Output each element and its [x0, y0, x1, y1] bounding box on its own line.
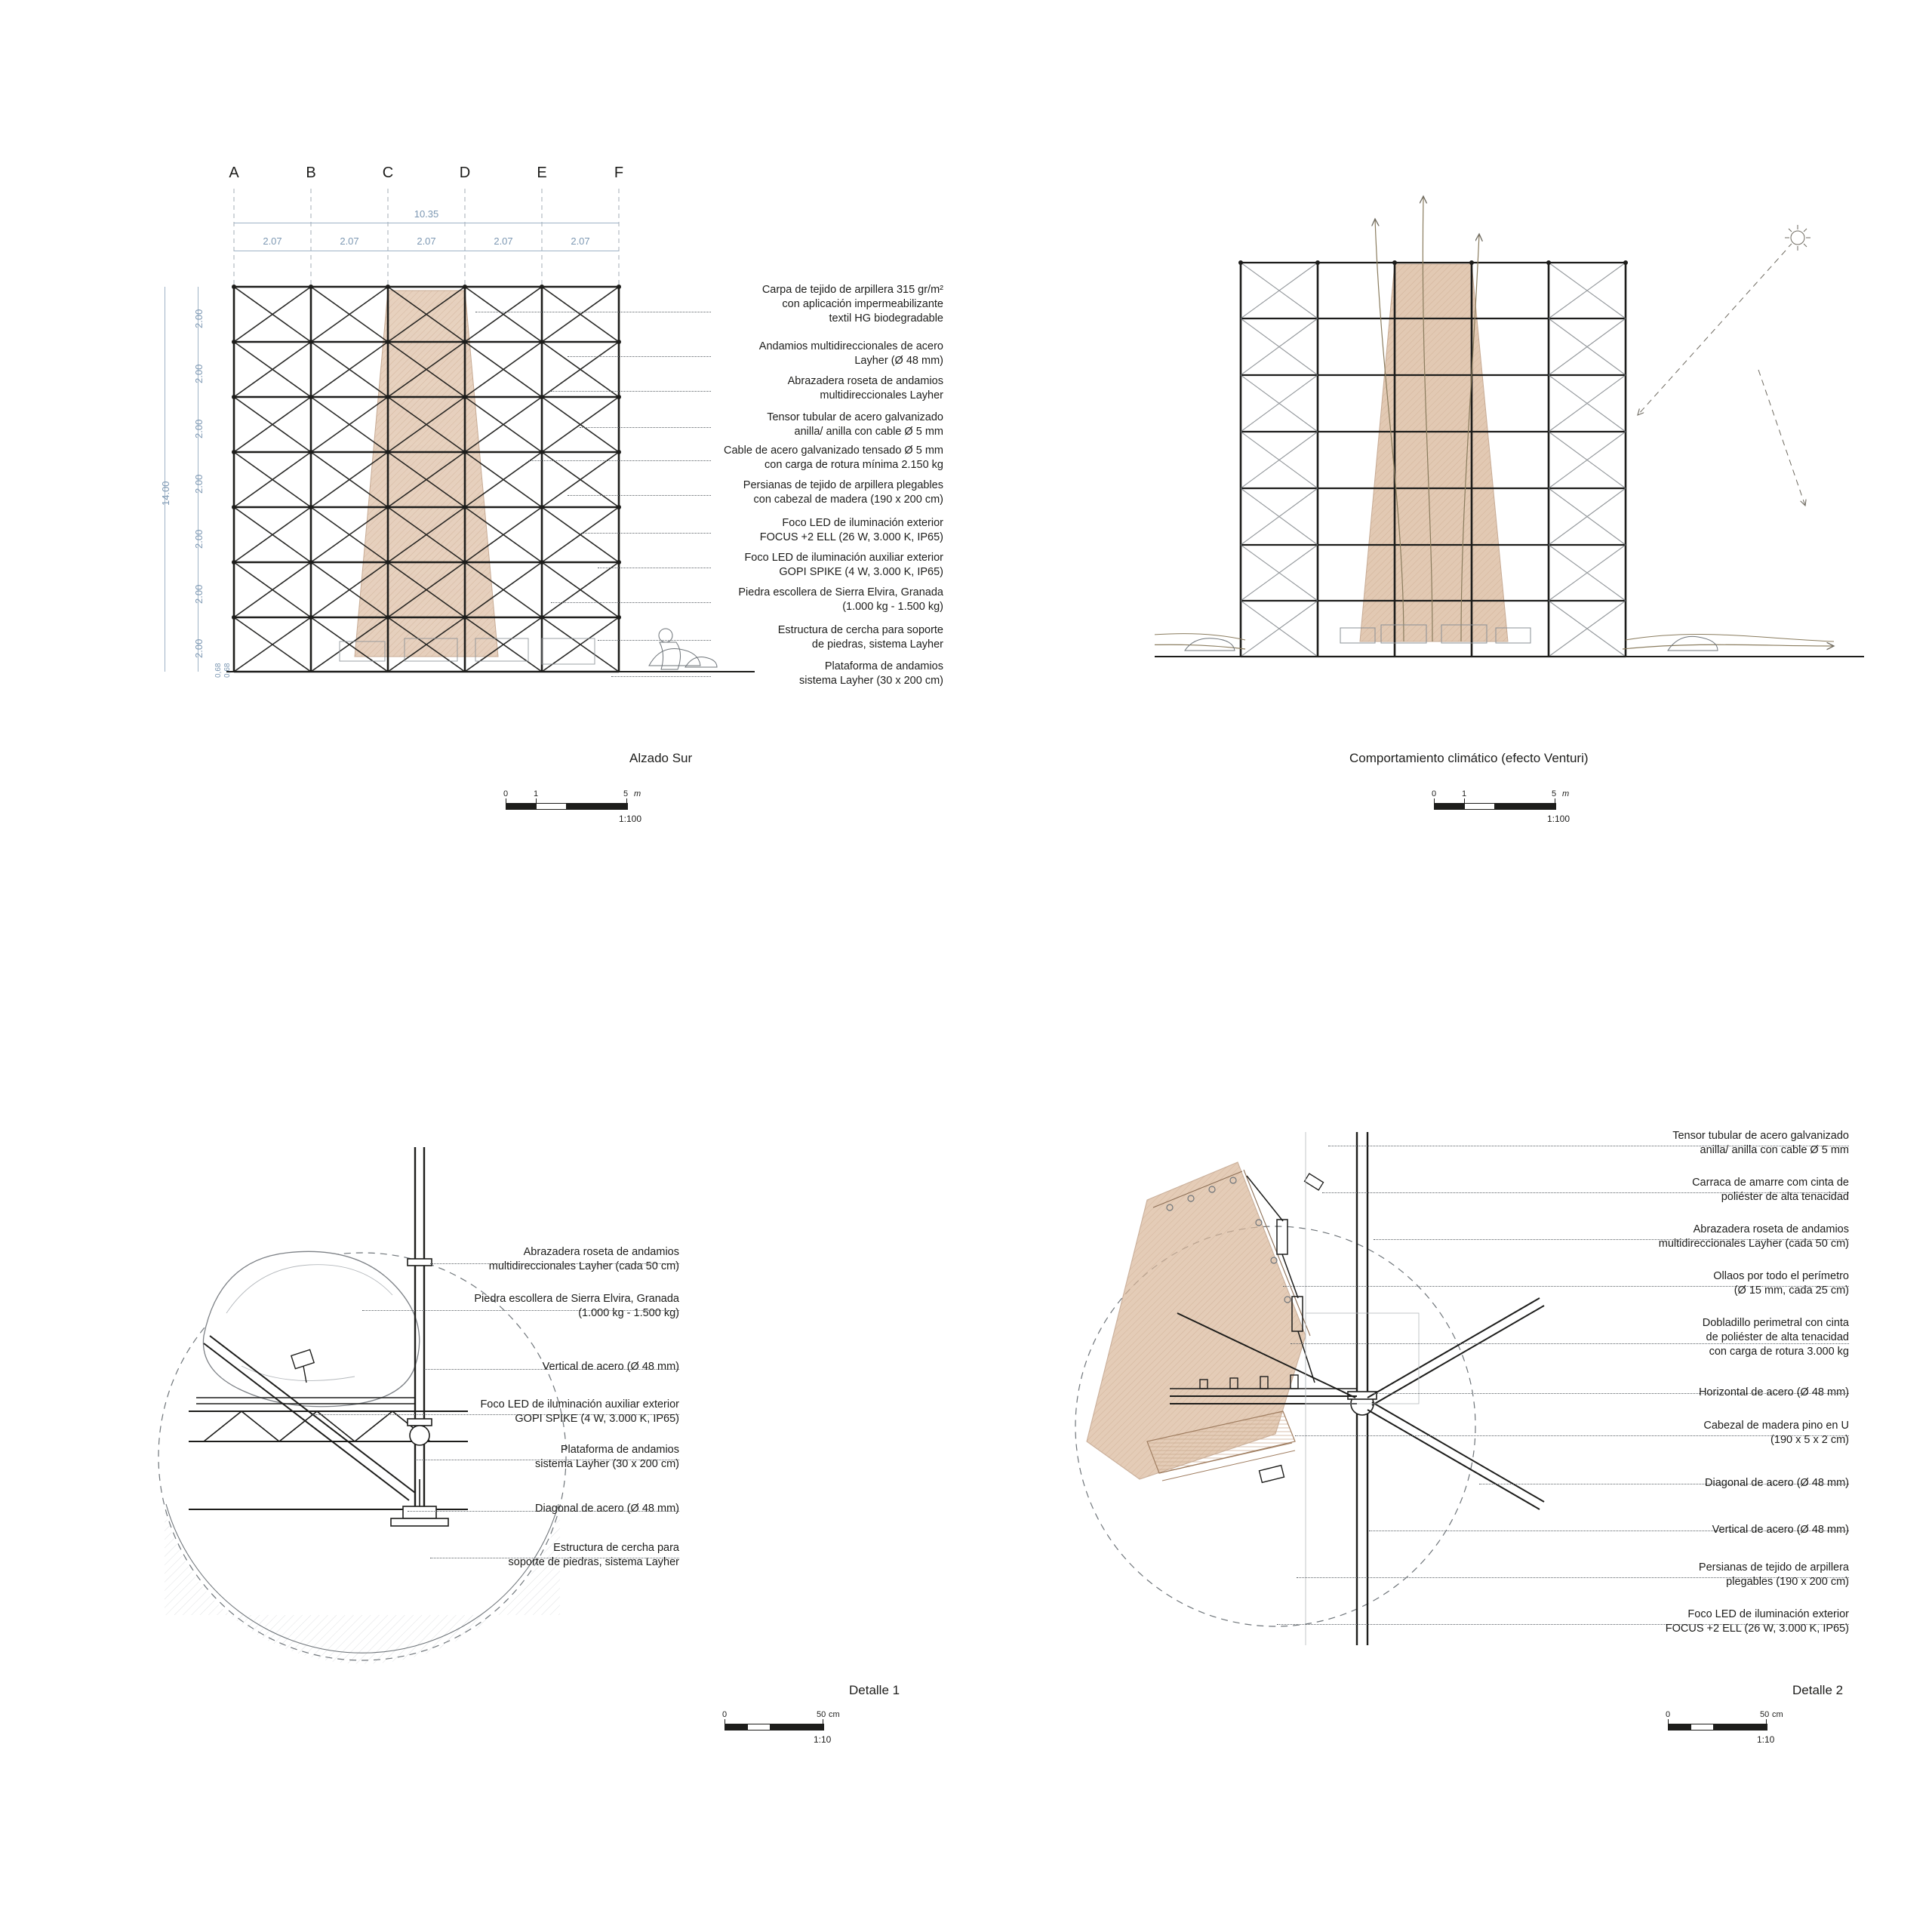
note-detail1-5: Plataforma de andamios sistema Layher (30 x 200 cm): [535, 1444, 679, 1471]
dim-bay-1: 2.07: [263, 235, 282, 247]
dim-level-2: 2.00: [193, 364, 205, 383]
panel-detail-2: [1057, 1087, 1902, 1811]
scalebar-climate-ratio: 1:100: [1547, 814, 1571, 824]
note-elevation-6: Persianas de tejido de arpillera plegables con cabezal de madera (190 x 200 cm): [743, 479, 943, 506]
dim-level-7: 2.00: [193, 638, 205, 658]
panel-elevation: [160, 165, 966, 1019]
dim-bay-5: 2.07: [571, 235, 590, 247]
leader-11: [611, 676, 711, 677]
grid-letter-F: F: [614, 165, 624, 181]
leader-9: [551, 602, 711, 603]
note-detail2-11: Foco LED de iluminación exterior FOCUS +2 ELL (26 W, 3.000 K, IP65): [1665, 1608, 1849, 1635]
dim-bay-4: 2.07: [494, 235, 513, 247]
note-detail1-1: Abrazadera roseta de andamios multidireccionales Layher (cada 50 cm): [488, 1246, 679, 1273]
leader-2: [568, 356, 711, 357]
dim-total-span: 10.35: [414, 208, 439, 220]
grid-letter-B: B: [306, 165, 316, 181]
scalebar-d2-tick-0: [1668, 1719, 1669, 1728]
scalebar-d2-seg-1: [1668, 1724, 1692, 1730]
note-elevation-8: Foco LED de iluminación auxiliar exterior GOPI SPIKE (4 W, 3.000 K, IP65): [744, 552, 943, 579]
scalebar-label-0: 0: [503, 789, 509, 798]
dim-level-3: 2.00: [193, 419, 205, 438]
scalebar-seg-1: [506, 803, 537, 810]
dim-level-4: 2.00: [193, 474, 205, 494]
panel-climate: [1155, 189, 1894, 1019]
note-detail1-7: Estructura de cercha para soporte de piedras, sistema Layher: [508, 1542, 679, 1569]
scalebar-detail2: [1666, 1710, 1887, 1745]
dim-base-1: 0,68: [214, 663, 223, 678]
dim-bay-3: 2.07: [417, 235, 436, 247]
climate-drawing: [1155, 189, 1894, 1019]
caption-detail2: Detalle 2: [1792, 1683, 1844, 1697]
note-elevation-2: Andamios multidireccionales de acero Layher (Ø 48 mm): [758, 340, 943, 368]
scalebar-climate: [1432, 789, 1653, 824]
scalebar-d2-label-end: 50: [1760, 1710, 1770, 1719]
note-detail2-9: Vertical de acero (Ø 48 mm): [1712, 1524, 1849, 1536]
scalebar-d2-ratio: 1:10: [1757, 1734, 1775, 1745]
scalebar-d2-unit: cm: [1772, 1710, 1783, 1719]
note-detail2-6: Horizontal de acero (Ø 48 mm): [1698, 1386, 1849, 1398]
leader-6: [568, 495, 711, 496]
dim-base-2: 0,68: [223, 663, 232, 678]
scalebar-seg-3: [566, 803, 628, 810]
grid-letter-A: A: [229, 165, 239, 181]
leader-7: [581, 533, 711, 534]
scalebar-seg-2: [536, 803, 568, 810]
grid-letter-D: D: [459, 165, 471, 181]
dim-height-total: 14.00: [160, 481, 171, 506]
scalebar-climate-label-0: 0: [1432, 789, 1437, 798]
leader-5: [528, 460, 711, 461]
leader-4: [580, 427, 711, 428]
scalebar-d1-label-0: 0: [722, 1710, 728, 1719]
scalebar-d1-unit: cm: [829, 1710, 840, 1719]
note-elevation-5: Cable de acero galvanizado tensado Ø 5 mm con carga de rotura mínima 2.150 kg: [724, 445, 943, 472]
scalebar-climate-label-1: 1: [1462, 789, 1467, 798]
note-elevation-7: Foco LED de iluminación exterior FOCUS +2 ELL (26 W, 3.000 K, IP65): [759, 517, 943, 544]
note-detail2-3: Abrazadera roseta de andamios multidireccionales Layher (cada 50 cm): [1658, 1223, 1849, 1251]
caption-climate: Comportamiento climático (efecto Venturi): [1349, 751, 1589, 765]
grid-letter-C: C: [382, 165, 394, 181]
scalebar-d2-seg-3: [1713, 1724, 1767, 1730]
dim-level-5: 2.00: [193, 529, 205, 549]
scalebar-d1-tick-0: [724, 1719, 725, 1728]
scalebar-label-end: 5: [623, 789, 629, 798]
note-detail2-8: Diagonal de acero (Ø 48 mm): [1705, 1477, 1849, 1489]
leader-3: [551, 391, 711, 392]
note-detail1-6: Diagonal de acero (Ø 48 mm): [535, 1503, 679, 1515]
dim-bay-2: 2.07: [340, 235, 359, 247]
note-detail2-10: Persianas de tejido de arpillera plegables (190 x 200 cm): [1698, 1561, 1849, 1589]
scalebar-tick-1: [536, 798, 537, 808]
panel-detail-1: [113, 1087, 958, 1811]
scalebar-d2-label-0: 0: [1666, 1710, 1671, 1719]
note-elevation-9: Piedra escollera de Sierra Elvira, Granada (1.000 kg - 1.500 kg): [738, 586, 943, 614]
scalebar-d1-label-end: 50: [817, 1710, 826, 1719]
caption-elevation: Alzado Sur: [629, 751, 693, 765]
scalebar-elevation: [503, 789, 724, 824]
note-elevation-3: Abrazadera roseta de andamios multidireccionales Layher: [787, 375, 943, 402]
dim-level-6: 2.00: [193, 584, 205, 604]
scalebar-tick-end: [626, 798, 627, 808]
note-detail1-4: Foco LED de iluminación auxiliar exterior GOPI SPIKE (4 W, 3.000 K, IP65): [480, 1398, 679, 1426]
note-detail2-4: Ollaos por todo el perímetro (Ø 15 mm, cada 25 cm): [1713, 1270, 1849, 1297]
dim-level-1: 2.00: [193, 309, 205, 328]
note-detail2-1: Tensor tubular de acero galvanizado anilla/ anilla con cable Ø 5 mm: [1672, 1130, 1849, 1157]
scalebar-d2-tick-end: [1766, 1719, 1767, 1728]
scalebar-d1-seg-3: [770, 1724, 824, 1730]
scalebar-d1-seg-1: [724, 1724, 749, 1730]
caption-detail1: Detalle 1: [849, 1683, 900, 1697]
note-elevation-11: Plataforma de andamios sistema Layher (30 x 200 cm): [799, 660, 943, 688]
scalebar-climate-label-end: 5: [1552, 789, 1557, 798]
scalebar-unit: m: [634, 789, 641, 798]
scalebar-d1-seg-2: [747, 1724, 771, 1730]
scalebar-climate-seg-2: [1464, 803, 1496, 810]
scalebar-ratio: 1:100: [619, 814, 642, 824]
note-detail1-3: Vertical de acero (Ø 48 mm): [542, 1361, 679, 1373]
note-detail2-7: Cabezal de madera pino en U (190 x 5 x 2 cm): [1703, 1420, 1849, 1447]
leader-10: [598, 640, 711, 641]
note-detail2-5: Dobladillo perimetral con cinta de poliéster de alta tenacidad con carga de rotura 3.000 kg: [1702, 1317, 1849, 1358]
scalebar-climate-seg-1: [1434, 803, 1466, 810]
note-detail2-2: Carraca de amarre com cinta de poliéster de alta tenacidad: [1692, 1177, 1849, 1204]
scalebar-d2-seg-2: [1690, 1724, 1715, 1730]
scalebar-label-1: 1: [534, 789, 539, 798]
grid-letter-E: E: [537, 165, 547, 181]
scalebar-climate-seg-3: [1494, 803, 1556, 810]
scalebar-d1-ratio: 1:10: [814, 1734, 832, 1745]
note-elevation-10: Estructura de cercha para soporte de piedras, sistema Layher: [777, 624, 943, 651]
scalebar-climate-unit: m: [1562, 789, 1570, 798]
note-detail1-2: Piedra escollera de Sierra Elvira, Granada (1.000 kg - 1.500 kg): [474, 1293, 679, 1320]
note-elevation-4: Tensor tubular de acero galvanizado anilla/ anilla con cable Ø 5 mm: [767, 411, 943, 438]
note-elevation-1: Carpa de tejido de arpillera 315 gr/m² con aplicación impermeabilizante textil HG biodegradable: [761, 284, 943, 325]
scalebar-climate-tick-0: [1434, 798, 1435, 808]
scalebar-detail1: [722, 1710, 943, 1745]
scalebar-climate-tick-1: [1464, 798, 1465, 808]
